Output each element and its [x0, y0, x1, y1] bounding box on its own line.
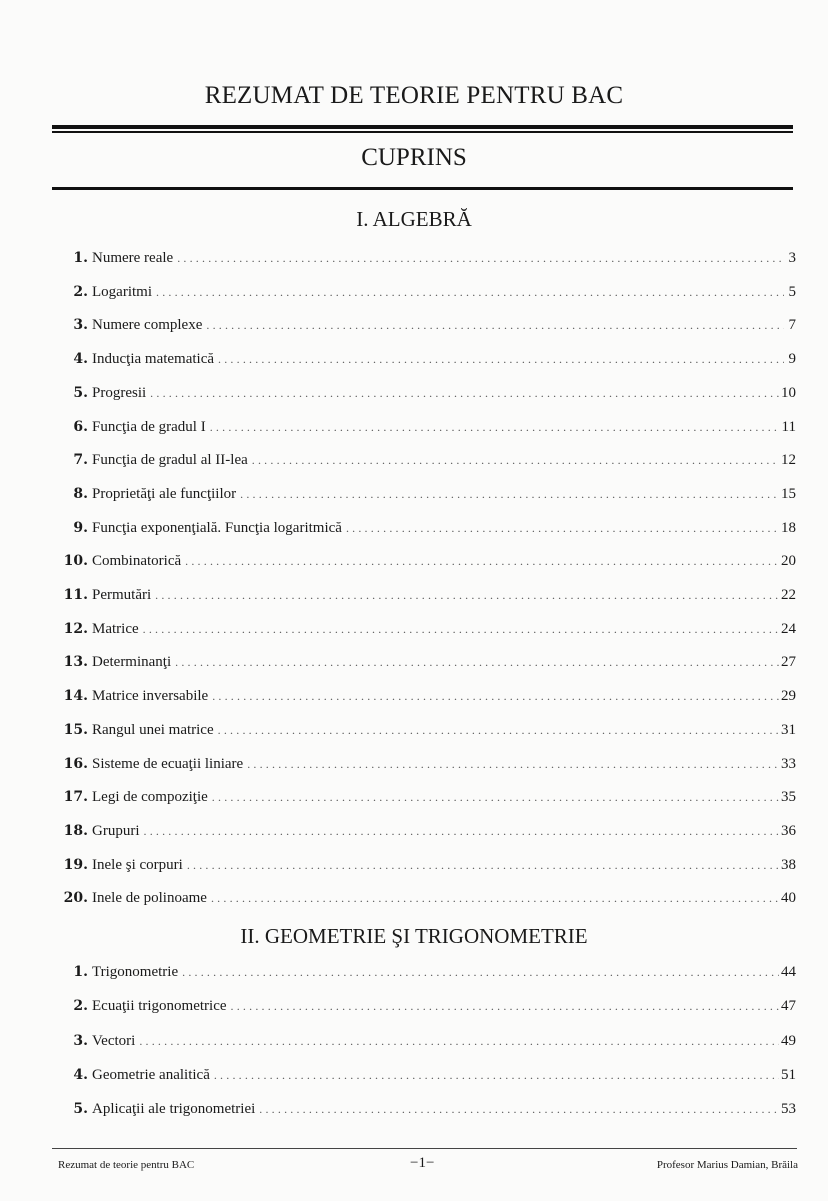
section-title-geometry: II. GEOMETRIE ŞI TRIGONOMETRIE	[240, 924, 588, 948]
toc-entry-page: 31	[781, 721, 796, 738]
toc-entry[interactable]	[56, 823, 796, 843]
toc-entry[interactable]	[56, 654, 796, 674]
toc-entry-number: 8.	[73, 485, 88, 502]
toc-dot-leader	[259, 1102, 779, 1117]
title-rule-thin	[52, 131, 793, 133]
toc-entry-page: 27	[781, 654, 796, 671]
toc-dot-leader	[346, 521, 779, 536]
toc-entry-label: Sisteme de ecuaţii liniare	[92, 755, 244, 772]
toc-dot-leader	[187, 858, 779, 873]
toc-dot-leader	[214, 1068, 779, 1083]
toc-entry-label: Progresii	[92, 384, 147, 401]
toc-dot-leader	[177, 251, 784, 266]
toc-entry-number: 2.	[73, 283, 88, 300]
toc-entry-page: 29	[781, 688, 796, 705]
toc-entry[interactable]	[56, 250, 796, 270]
toc-entry-number: 9.	[73, 519, 88, 536]
toc-entry-label: Numere complexe	[92, 317, 203, 334]
toc-dot-leader	[155, 588, 779, 603]
toc-entry-label: Aplicaţii ale trigonometriei	[92, 1101, 256, 1118]
section-title-algebra: I. ALGEBRĂ	[356, 207, 472, 231]
toc-entry-label: Geometrie analitică	[92, 1066, 210, 1083]
toc-entry-label: Matrice inversabile	[92, 688, 209, 705]
toc-entry-number: 11.	[63, 587, 88, 603]
toc-entry-page: 44	[781, 964, 796, 980]
footer-author: Profesor Marius Damian, Brăila	[656, 1159, 798, 1171]
toc-dot-leader	[143, 622, 779, 637]
toc-entry-label: Funcţia de gradul I	[92, 418, 206, 435]
toc-entry-label: Numere reale	[92, 250, 174, 266]
toc-entry-label: Inele de polinoame	[92, 890, 207, 907]
toc-entry-label: Logaritmi	[92, 283, 152, 300]
toc-dot-leader	[218, 723, 779, 738]
toc-entry-label: Funcţia exponenţială. Funcţia logaritmică	[92, 519, 342, 536]
toc-entry-page: 40	[781, 890, 796, 907]
toc-entry[interactable]	[56, 553, 796, 573]
toc-entry[interactable]	[56, 385, 796, 405]
toc-entry-number: 5.	[73, 384, 88, 401]
contents-rule	[52, 187, 793, 190]
toc-entry[interactable]	[56, 1033, 796, 1053]
toc-entry-label: Inducţia matematică	[92, 351, 215, 368]
toc-entry[interactable]	[56, 688, 796, 708]
toc-entry[interactable]	[56, 284, 796, 304]
toc-entry-number: 1.	[73, 250, 88, 266]
toc-entry[interactable]	[56, 789, 796, 809]
footer-document-title: Rezumat de teorie pentru BAC	[58, 1159, 195, 1171]
toc-entry-page: 49	[781, 1032, 796, 1049]
toc-dot-leader	[185, 554, 779, 569]
toc-entry-page: 5	[788, 283, 796, 300]
toc-entry-page: 47	[781, 998, 796, 1015]
toc-entry-number: 10.	[63, 553, 88, 570]
toc-entry-page: 7	[788, 317, 796, 334]
toc-entry-number: 20.	[63, 890, 88, 907]
toc-dot-leader	[156, 285, 784, 300]
toc-entry-label: Vectori	[92, 1032, 136, 1049]
toc-entry[interactable]	[56, 520, 796, 540]
toc-dot-leader	[175, 655, 779, 670]
toc-entry-label: Determinanţi	[92, 654, 172, 671]
toc-entry[interactable]	[56, 998, 796, 1018]
toc-dot-leader	[150, 386, 779, 401]
toc-entry-number: 12.	[63, 620, 88, 637]
toc-entry-label: Combinatorică	[92, 553, 182, 570]
toc-dot-leader	[218, 352, 784, 367]
toc-entry-number: 5.	[73, 1101, 88, 1118]
toc-entry-page: 18	[781, 519, 796, 536]
toc-dot-leader	[182, 965, 779, 980]
toc-entry-page: 24	[781, 620, 796, 637]
toc-dot-leader	[231, 999, 779, 1014]
toc-entry-number: 4.	[73, 1066, 88, 1083]
toc-entry-page: 22	[781, 587, 796, 603]
toc-entry-number: 3.	[73, 1032, 88, 1049]
toc-entry-page: 38	[781, 856, 796, 873]
toc-entry-page: 10	[781, 384, 796, 401]
toc-entry-number: 14.	[63, 688, 88, 705]
toc-entry-label: Inele şi corpuri	[92, 856, 183, 873]
toc-dot-leader	[240, 487, 779, 502]
toc-entry-page: 9	[788, 351, 796, 368]
toc-dot-leader	[211, 891, 779, 906]
toc-entry-page: 15	[781, 485, 796, 502]
toc-entry-number: 19.	[63, 856, 88, 873]
toc-entry-label: Legi de compoziţie	[92, 789, 208, 806]
toc-entry[interactable]	[56, 419, 796, 439]
toc-entry-number: 17.	[63, 789, 88, 806]
toc-entry[interactable]	[56, 317, 796, 337]
toc-dot-leader	[139, 1034, 779, 1049]
toc-entry-number: 7.	[73, 452, 88, 469]
toc-entry-label: Ecuaţii trigonometrice	[92, 998, 227, 1015]
toc-dot-leader	[212, 790, 779, 805]
toc-entry[interactable]	[56, 351, 796, 371]
toc-entry-label: Permutări	[92, 587, 152, 603]
toc-dot-leader	[206, 318, 784, 333]
toc-dot-leader	[144, 824, 780, 839]
toc-entry[interactable]	[56, 857, 796, 877]
footer-rule	[52, 1148, 797, 1149]
toc-entry-number: 4.	[73, 351, 88, 368]
toc-entry-label: Rangul unei matrice	[92, 721, 214, 738]
toc-entry[interactable]	[56, 486, 796, 506]
toc-dot-leader	[210, 420, 780, 435]
toc-entry-page: 12	[781, 452, 796, 469]
toc-entry-number: 2.	[73, 998, 88, 1015]
toc-entry[interactable]	[56, 452, 796, 472]
toc-entry-label: Trigonometrie	[92, 964, 179, 980]
toc-dot-leader	[212, 689, 779, 704]
toc-entry[interactable]	[56, 722, 796, 742]
toc-entry-page: 53	[781, 1101, 796, 1118]
toc-dot-leader	[247, 757, 779, 772]
toc-entry-number: 3.	[73, 317, 88, 334]
toc-entry-number: 1.	[73, 964, 88, 980]
toc-entry-label: Funcţia de gradul al II-lea	[92, 452, 248, 469]
toc-dot-leader	[252, 453, 779, 468]
toc-entry-page: 11	[781, 418, 796, 435]
document-title: REZUMAT DE TEORIE PENTRU BAC	[204, 82, 624, 109]
page-number: −1−	[410, 1155, 435, 1171]
contents-heading: CUPRINS	[361, 144, 467, 171]
toc-entry[interactable]	[56, 587, 796, 607]
toc-entry-page: 20	[781, 553, 796, 570]
toc-entry-page: 33	[781, 755, 796, 772]
toc-entry-label: Proprietăţi ale funcţiilor	[92, 485, 237, 502]
toc-entry[interactable]	[56, 1101, 796, 1121]
toc-entry-page: 3	[788, 250, 796, 266]
toc-entry-page: 35	[781, 789, 796, 806]
toc-entry[interactable]	[56, 756, 796, 776]
toc-entry-number: 13.	[63, 654, 88, 671]
toc-entry-number: 15.	[63, 721, 88, 738]
toc-entry-number: 16.	[63, 755, 88, 772]
toc-entry[interactable]	[56, 1067, 796, 1087]
toc-entry[interactable]	[56, 890, 796, 910]
toc-entry-page: 36	[781, 822, 796, 839]
title-rule-thick	[52, 125, 793, 129]
toc-entry-page: 51	[781, 1066, 796, 1083]
toc-entry[interactable]	[56, 964, 796, 984]
toc-entry-label: Grupuri	[92, 822, 140, 839]
toc-entry-number: 18.	[63, 822, 88, 839]
toc-entry-number: 6.	[73, 418, 88, 435]
toc-entry[interactable]	[56, 621, 796, 641]
toc-entry-label: Matrice	[92, 620, 139, 637]
